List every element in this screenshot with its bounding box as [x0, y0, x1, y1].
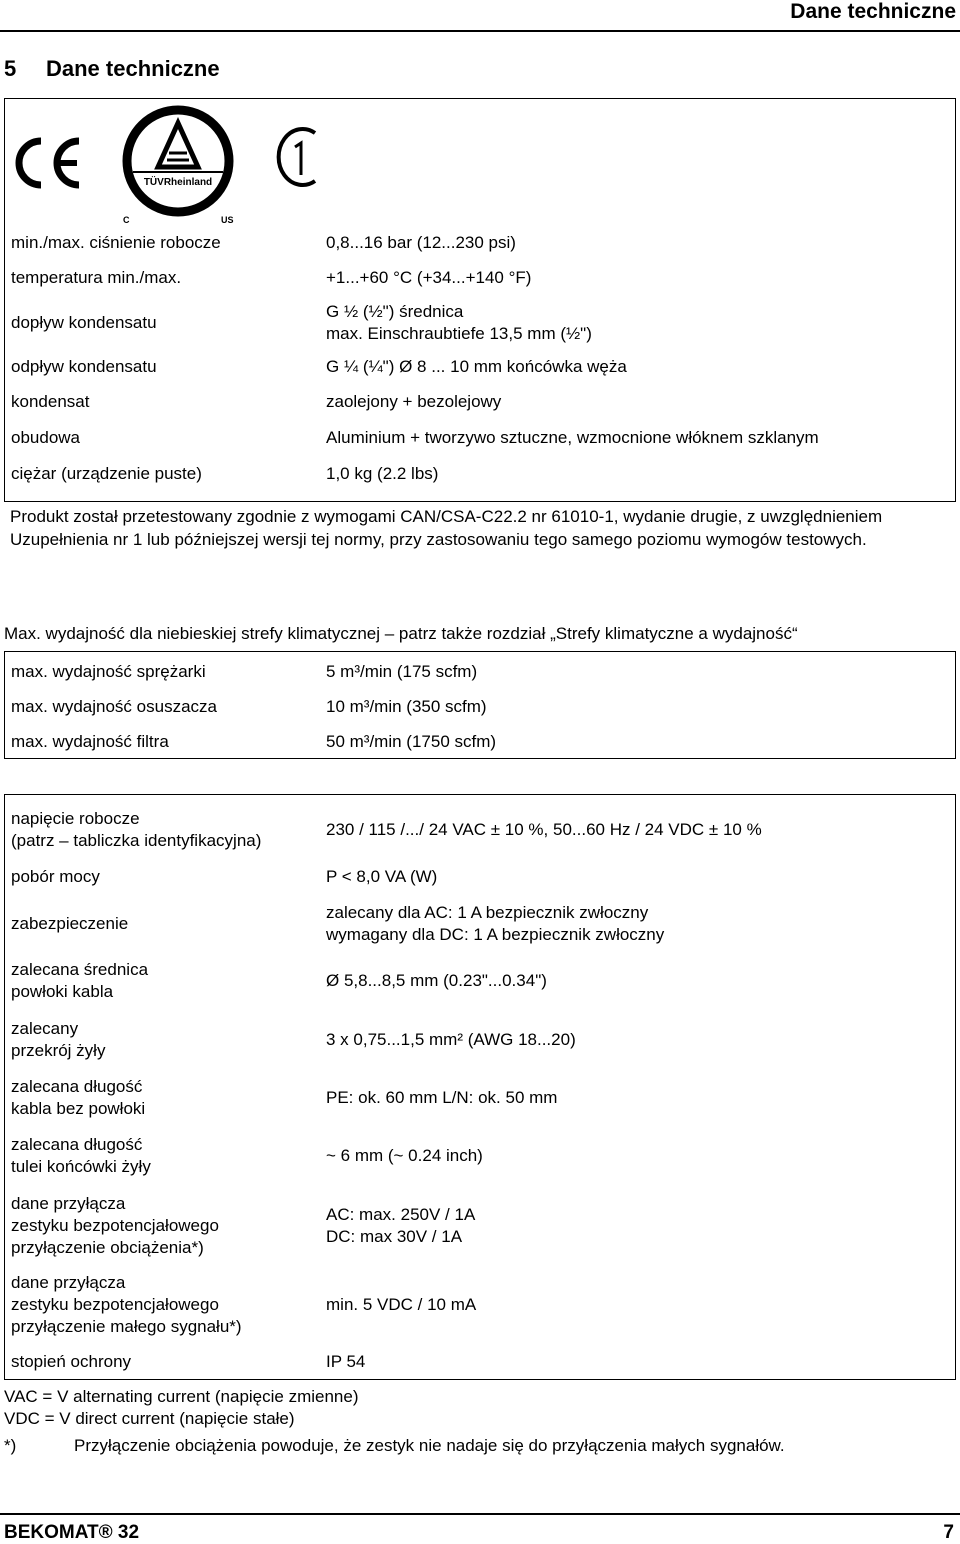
spec-row-housing [5, 420, 955, 456]
spec-label: napięcie robocze [11, 809, 140, 828]
spec-label: ciężar (urządzenie puste) [11, 464, 202, 483]
spec-value: Ø 5,8...8,5 mm (0.23"...0.34") [326, 971, 547, 990]
spec-label: pobór mocy [11, 867, 100, 886]
spec-value: G ½ (½") średnica [326, 302, 464, 321]
section-number: 5 [4, 56, 17, 81]
class-one-mark-logo [273, 125, 325, 189]
elec-row-power [5, 857, 955, 897]
header-rule [0, 30, 960, 32]
spec-row-outlet [5, 350, 955, 384]
specs-table-electrical [4, 794, 956, 1380]
spec-value: Aluminium + tworzywo sztuczne, wzmocnione włóknem szklanym [326, 428, 819, 447]
spec-value-line2: wymagany dla DC: 1 A bezpiecznik zwłoczny [326, 925, 665, 944]
spec-value: 0,8...16 bar (12...230 psi) [326, 232, 516, 252]
spec-value: 230 / 115 /.../ 24 VAC ± 10 %, 50...60 Hz / 24 VDC ± 10 % [326, 820, 762, 839]
spec-label: zalecana średnica [11, 960, 149, 979]
spec-label-line2: tulei końcówki żyły [11, 1157, 151, 1176]
spec-label: dopływ kondensatu [11, 313, 157, 332]
specs-table-general [4, 98, 956, 502]
footer-rule [0, 1513, 960, 1515]
tuv-logo-c: C [123, 215, 130, 225]
certification-logos [5, 99, 955, 225]
section-heading [4, 56, 220, 82]
spec-value: 5 m³/min (175 scfm) [326, 661, 478, 681]
table1-rows [5, 225, 955, 492]
elec-row-wire-section [5, 1011, 955, 1069]
spec-label: dane przyłącza [11, 1273, 126, 1292]
spec-value: ~ 6 mm (~ 0.24 inch) [326, 1146, 483, 1165]
footnote-star-mark: *) [4, 1436, 17, 1455]
spec-value: zaolejony + bezolejowy [326, 392, 502, 411]
spec-label-line2: przekrój żyły [11, 1041, 106, 1060]
spec-label: odpływ kondensatu [11, 357, 157, 376]
spec-value: 1,0 kg (2.2 lbs) [326, 464, 439, 483]
spec-value: G ¼ (¼") Ø 8 ... 10 mm końcówka węża [326, 357, 627, 376]
footer-product-name: BEKOMAT® 32 [4, 1522, 140, 1543]
spec-label-line2: zestyku bezpotencjałowego [11, 1216, 219, 1235]
elec-row-cable-diameter [5, 951, 955, 1011]
spec-value: 3 x 0,75...1,5 mm² (AWG 18...20) [326, 1030, 576, 1049]
spec-value: AC: max. 250V / 1A [326, 1205, 476, 1224]
capacity-title: Max. wydajność dla niebieskiej strefy klimatycznej – patrz także rozdział „Strefy klimatyczne a wydajność“ [4, 624, 798, 643]
spec-label: temperatura min./max. [11, 268, 182, 287]
tuv-logo-us: US [221, 215, 234, 225]
elec-row-ferrule-length [5, 1127, 955, 1185]
spec-label-line2: powłoki kabla [11, 982, 114, 1001]
spec-label: max. wydajność osuszacza [11, 696, 217, 716]
spec-row-pressure [5, 225, 955, 260]
spec-label-line2: (patrz – tabliczka identyfikacyjna) [11, 831, 262, 850]
spec-label-line3: przyłączenie obciążenia*) [11, 1238, 204, 1257]
spec-label: zabezpieczenie [11, 914, 129, 933]
spec-value: P < 8,0 VA (W) [326, 867, 438, 886]
spec-value: +1...+60 °C (+34...+140 °F) [326, 268, 532, 287]
spec-row-condensate [5, 384, 955, 420]
spec-label: max. wydajność filtra [11, 731, 169, 751]
spec-label: max. wydajność sprężarki [11, 661, 206, 681]
spec-label: zalecany [11, 1019, 79, 1038]
tuv-logo-text: TÜVRheinland [143, 177, 213, 188]
spec-label: stopień ochrony [11, 1352, 132, 1371]
spec-value: zalecany dla AC: 1 A bezpiecznik zwłoczny [326, 903, 649, 922]
spec-row-temperature [5, 260, 955, 296]
spec-label: zalecana długość [11, 1077, 143, 1096]
spec-row-inlet [5, 296, 955, 350]
spec-label: dane przyłącza [11, 1194, 126, 1213]
spec-value: 10 m³/min (350 scfm) [326, 696, 487, 716]
page-header-title: Dane techniczne [790, 0, 956, 23]
spec-label: zalecana długość [11, 1135, 143, 1154]
spec-label: obudowa [11, 428, 81, 447]
spec-label-line2: zestyku bezpotencjałowego [11, 1295, 219, 1314]
spec-label: min./max. ciśnienie robocze [11, 232, 221, 252]
tuv-rheinland-logo [113, 105, 243, 225]
spec-value: min. 5 VDC / 10 mA [326, 1295, 477, 1314]
elec-row-strip-length [5, 1069, 955, 1127]
spec-value-line2: DC: max 30V / 1A [326, 1227, 463, 1246]
footnote-vac: VAC = V alternating current (napięcie zmienne) [4, 1387, 359, 1406]
spec-row-weight [5, 456, 955, 492]
elec-row-fuse [5, 897, 955, 951]
capacity-row-dryer [5, 689, 955, 724]
spec-value-line2: max. Einschraubtiefe 13,5 mm (½") [326, 324, 592, 343]
footnote-vdc: VDC = V direct current (napięcie stałe) [4, 1409, 295, 1428]
spec-value: 50 m³/min (1750 scfm) [326, 731, 497, 751]
spec-label: kondensat [11, 392, 90, 411]
spec-value: IP 54 [326, 1352, 366, 1371]
capacity-row-compressor [5, 654, 955, 689]
specs-table-capacity [4, 651, 956, 759]
spec-label-line3: przyłączenie małego sygnału*) [11, 1317, 242, 1336]
capacity-row-filter [5, 724, 955, 759]
elec-row-protection [5, 1343, 955, 1381]
footnote-star-text: Przyłączenie obciążenia powoduje, że zestyk nie nadaje się do przyłączenia małych sygnałów. [74, 1436, 785, 1455]
ce-mark-logo [11, 137, 83, 189]
certification-note: Produkt został przetestowany zgodnie z wymogami CAN/CSA-C22.2 nr 61010-1, wydanie drugie, z uwzględnieniem Uzupełnienia nr 1 lub późniejszej wersji tej normy, przy zastosowaniu tego samego poziomu wymogów testowych. [10, 507, 883, 549]
spec-value: PE: ok. 60 mm L/N: ok. 50 mm [326, 1088, 558, 1107]
section-title: Dane techniczne [46, 56, 220, 81]
elec-row-voltage [5, 803, 955, 857]
spec-label-line2: kabla bez powłoki [11, 1099, 146, 1118]
elec-row-signal-contact [5, 1267, 955, 1343]
footer-page-number: 7 [943, 1522, 954, 1543]
elec-row-load-contact [5, 1185, 955, 1267]
